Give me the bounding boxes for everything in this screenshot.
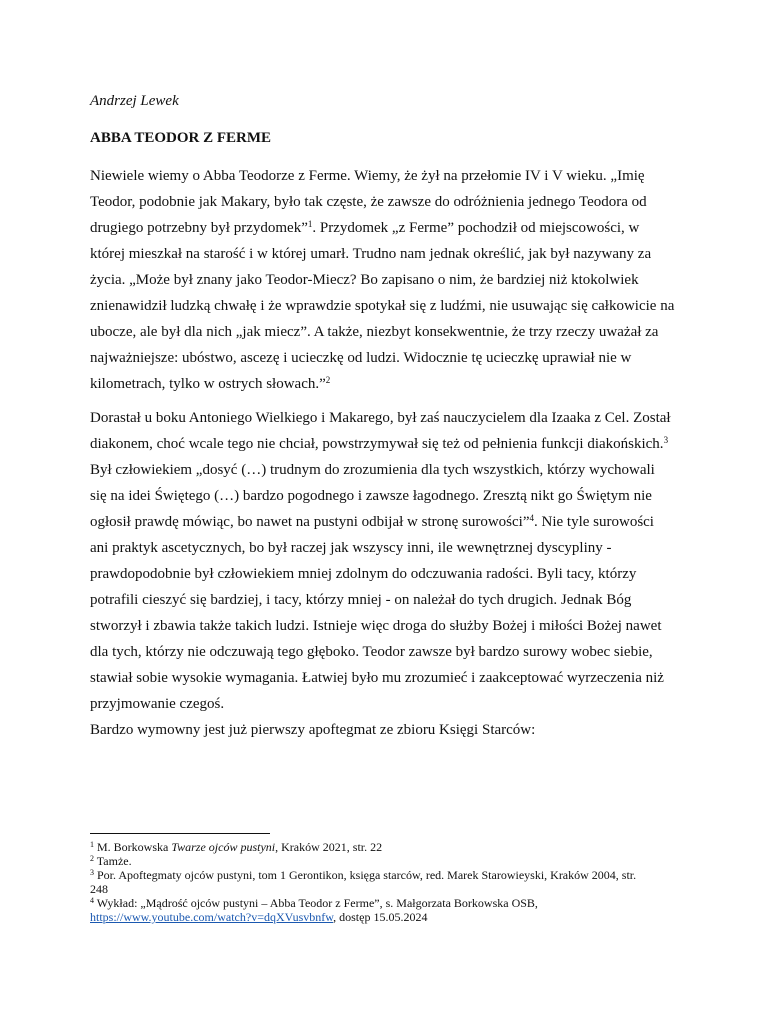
author-name: Andrzej Lewek (90, 93, 179, 109)
text-line: Teodor, podobnie jak Makary, było tak częste, że zawsze do odróżnienia jednego Teodora od (90, 194, 647, 210)
text-line: Bardzo wymowny jest już pierwszy apoftegmat ze zbioru Księgi Starców: (90, 722, 536, 738)
text-segment: . Nie tyle surowości (534, 514, 654, 530)
text-segment: kilometrach, tylko w ostrych słowach.” (90, 376, 326, 392)
text-line: której mieszkał na starość i w której umarł. Trudno nam jednak określić, jak był nazywany za (90, 246, 652, 262)
footnote-text: Tamże. (96, 854, 132, 868)
footnotes (90, 840, 680, 924)
text-line (90, 215, 680, 241)
paragraph-gap (90, 397, 680, 405)
text-line (90, 371, 680, 397)
paragraph-2 (90, 405, 680, 743)
footnote-4-continued (90, 910, 680, 924)
text-line: Był człowiekiem „dosyć (…) trudnym do zrozumienia dla tych wszystkich, którzy wychowali (90, 462, 655, 478)
text-segment: diakonem, choć wcale tego nie chciał, powstrzymywał się też od pełnienia funkcji diakońskich. (90, 436, 664, 452)
paragraph-1 (90, 163, 680, 397)
footnote-number: 4 (90, 896, 94, 905)
youtube-link[interactable]: https://www.youtube.com/watch?v=dqXVusvbnfw (90, 910, 334, 924)
footnote-ref: 2 (325, 375, 331, 385)
text-line: Dorastał u boku Antoniego Wielkiego i Makarego, był zaś nauczycielem dla Izaaka z Cel. Został (90, 410, 671, 426)
footnote-ref: 1 (307, 219, 313, 229)
text-line: potrafili cieszyć się bardziej, i tacy, którzy mniej - on należał do tych drugich. Jednak Bóg (90, 592, 632, 608)
text-line: prawdopodobnie był człowiekiem mniej zdolnym do odczuwania radości. Byli tacy, którzy (90, 566, 637, 582)
footnote-number: 1 (90, 840, 94, 849)
footnote-text: , dostęp 15.05.2024 (333, 910, 428, 924)
footnote-2 (90, 854, 680, 868)
text-line: ani praktyk ascetycznych, bo był raczej jak wszyscy inni, ile wewnętrznej dyscypliny - (90, 540, 612, 556)
text-line: życia. „Może był znany jako Teodor-Miecz? Bo zapisano o nim, że bardziej niż ktokolwiek (90, 272, 639, 288)
footnote-text: Wykład: „Mądrość ojców pustyni – Abba Teodor z Ferme”, s. Małgorzata Borkowska OSB, (96, 896, 538, 910)
document-body (90, 163, 680, 743)
footnote-4 (90, 896, 680, 910)
footnote-number: 2 (90, 854, 94, 863)
footnote-book-title: Twarze ojców pustyni (171, 840, 276, 854)
text-line: dla tych, którzy nie odczuwają tego głęboko. Teodor zawsze był bardzo surowy wobec siebie, (90, 644, 653, 660)
text-line: stawiał sobie wysokie wymagania. Łatwiej było mu zrozumieć i zaakceptować wyrzeczenia niż (90, 670, 664, 686)
footnote-text: , Kraków 2021, str. 22 (275, 840, 383, 854)
text-segment: drugiego potrzebny był przydomek” (90, 220, 308, 236)
footnote-divider (90, 833, 270, 834)
footnote-3-continued: 248 (90, 882, 108, 896)
text-line: przyjmowanie czegoś. (90, 696, 225, 712)
text-line: stworzył i zbawia także takich ludzi. Istnieje więc droga do służby Bożej i miłości Bożej nawet (90, 618, 662, 634)
text-line: Niewiele wiemy o Abba Teodorze z Ferme. Wiemy, że żył na przełomie IV i V wieku. „Imię (90, 168, 645, 184)
text-line (90, 509, 680, 535)
footnote-text: M. Borkowska (97, 840, 172, 854)
text-line: najważniejsze: ubóstwo, ascezę i ucieczkę od ludzi. Widocznie tę ucieczkę uprawiał nie w (90, 350, 632, 366)
footnote-ref: 4 (529, 513, 534, 523)
text-line: znienawidził ludzką chwałę i że wprawdzie spotykał się z ludźmi, nie usuwając się całkowicie na (90, 298, 675, 314)
footnote-ref: 3 (663, 435, 669, 445)
text-segment: . Przydomek „z Ferme” pochodził od miejscowości, w (312, 220, 640, 236)
document-title: ABBA TEODOR Z FERME (90, 130, 272, 146)
footnote-1 (90, 840, 680, 854)
footnote-number: 3 (90, 868, 94, 877)
text-line: ubocze, ale był dla nich „jak miecz”. A także, niezbyt konsekwentnie, że trzy rzeczy uważał za (90, 324, 659, 340)
text-line (90, 431, 680, 457)
text-line: się na idei Świętego (…) bardzo pogodnego i zawsze łagodnego. Zresztą nikt go Świętym nie (90, 488, 652, 504)
footnote-text: Por. Apoftegmaty ojców pustyni, tom 1 Gerontikon, księga starców, red. Marek Starowieyski, Kraków 2004, str. (97, 868, 637, 882)
footnote-3 (90, 868, 680, 882)
text-segment: ogłosił prawdę mówiąc, bo nawet na pustyni odbijał w stronę surowości” (90, 514, 530, 530)
